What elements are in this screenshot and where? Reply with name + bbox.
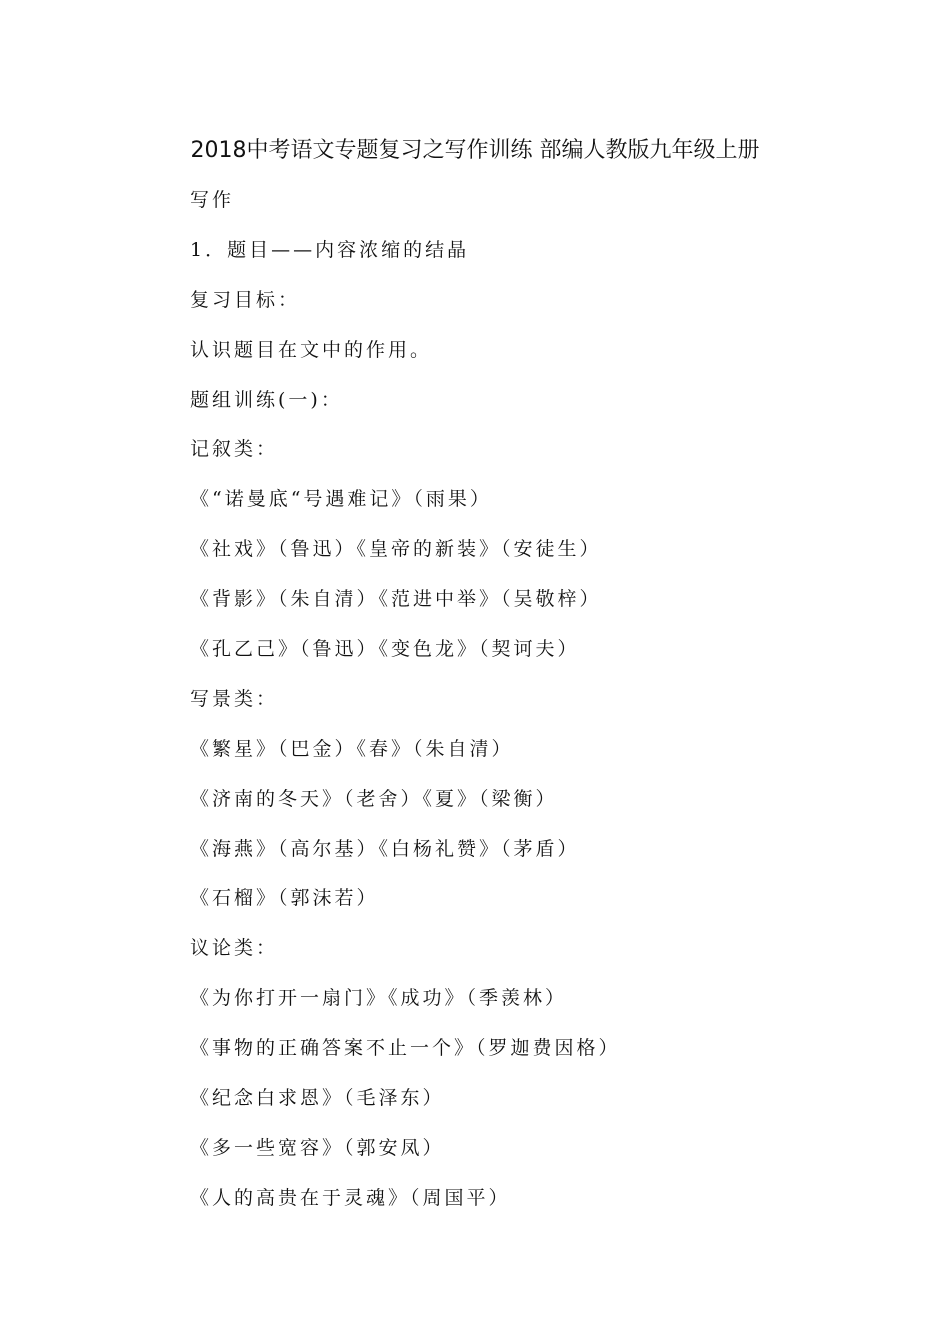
category-scenery: 写景类： [190,687,279,710]
list-item: 《纪念白求恩》（毛泽东） [190,1087,445,1110]
list-item: 《社戏》（鲁迅）《皇帝的新装》（安徒生） [190,538,602,561]
category-narrative: 记叙类： [190,438,279,461]
list-item: 《人的高贵在于灵魂》（周国平） [190,1186,511,1209]
exercise-group-heading: 题组训练(一)： [190,388,343,411]
list-item: 《孔乙己》（鲁迅）《变色龙》（契诃夫） [190,638,580,661]
review-goal-text: 认识题目在文中的作用。 [190,338,433,361]
document-title: 2018中考语文专题复习之写作训练 部编人教版九年级上册 [190,138,760,163]
list-item: 《石榴》（郭沫若） [190,887,379,910]
list-item: 《“诺曼底“号遇难记》（雨果） [190,488,492,511]
topic-heading: 1．题目——内容浓缩的结晶 [190,238,470,261]
document-body [190,183,890,1231]
list-item: 《海燕》（高尔基）《白杨礼赞》（茅盾） [190,837,580,860]
list-item: 《繁星》（巴金）《春》（朱自清） [190,737,514,760]
list-item: 《济南的冬天》（老舍）《夏》（梁衡） [190,787,558,810]
category-argumentative: 议论类： [190,937,279,960]
list-item: 《多一些宽容》（郭安凤） [190,1136,445,1159]
list-item: 《为你打开一扇门》《成功》（季羡林） [190,987,568,1010]
section-heading-writing: 写作 [190,189,235,211]
review-goal-label: 复习目标： [190,288,301,311]
list-item: 《背影》（朱自清）《范进中举》（吴敬梓） [190,588,602,611]
list-item: 《事物的正确答案不止一个》（罗迦费因格） [190,1037,621,1060]
